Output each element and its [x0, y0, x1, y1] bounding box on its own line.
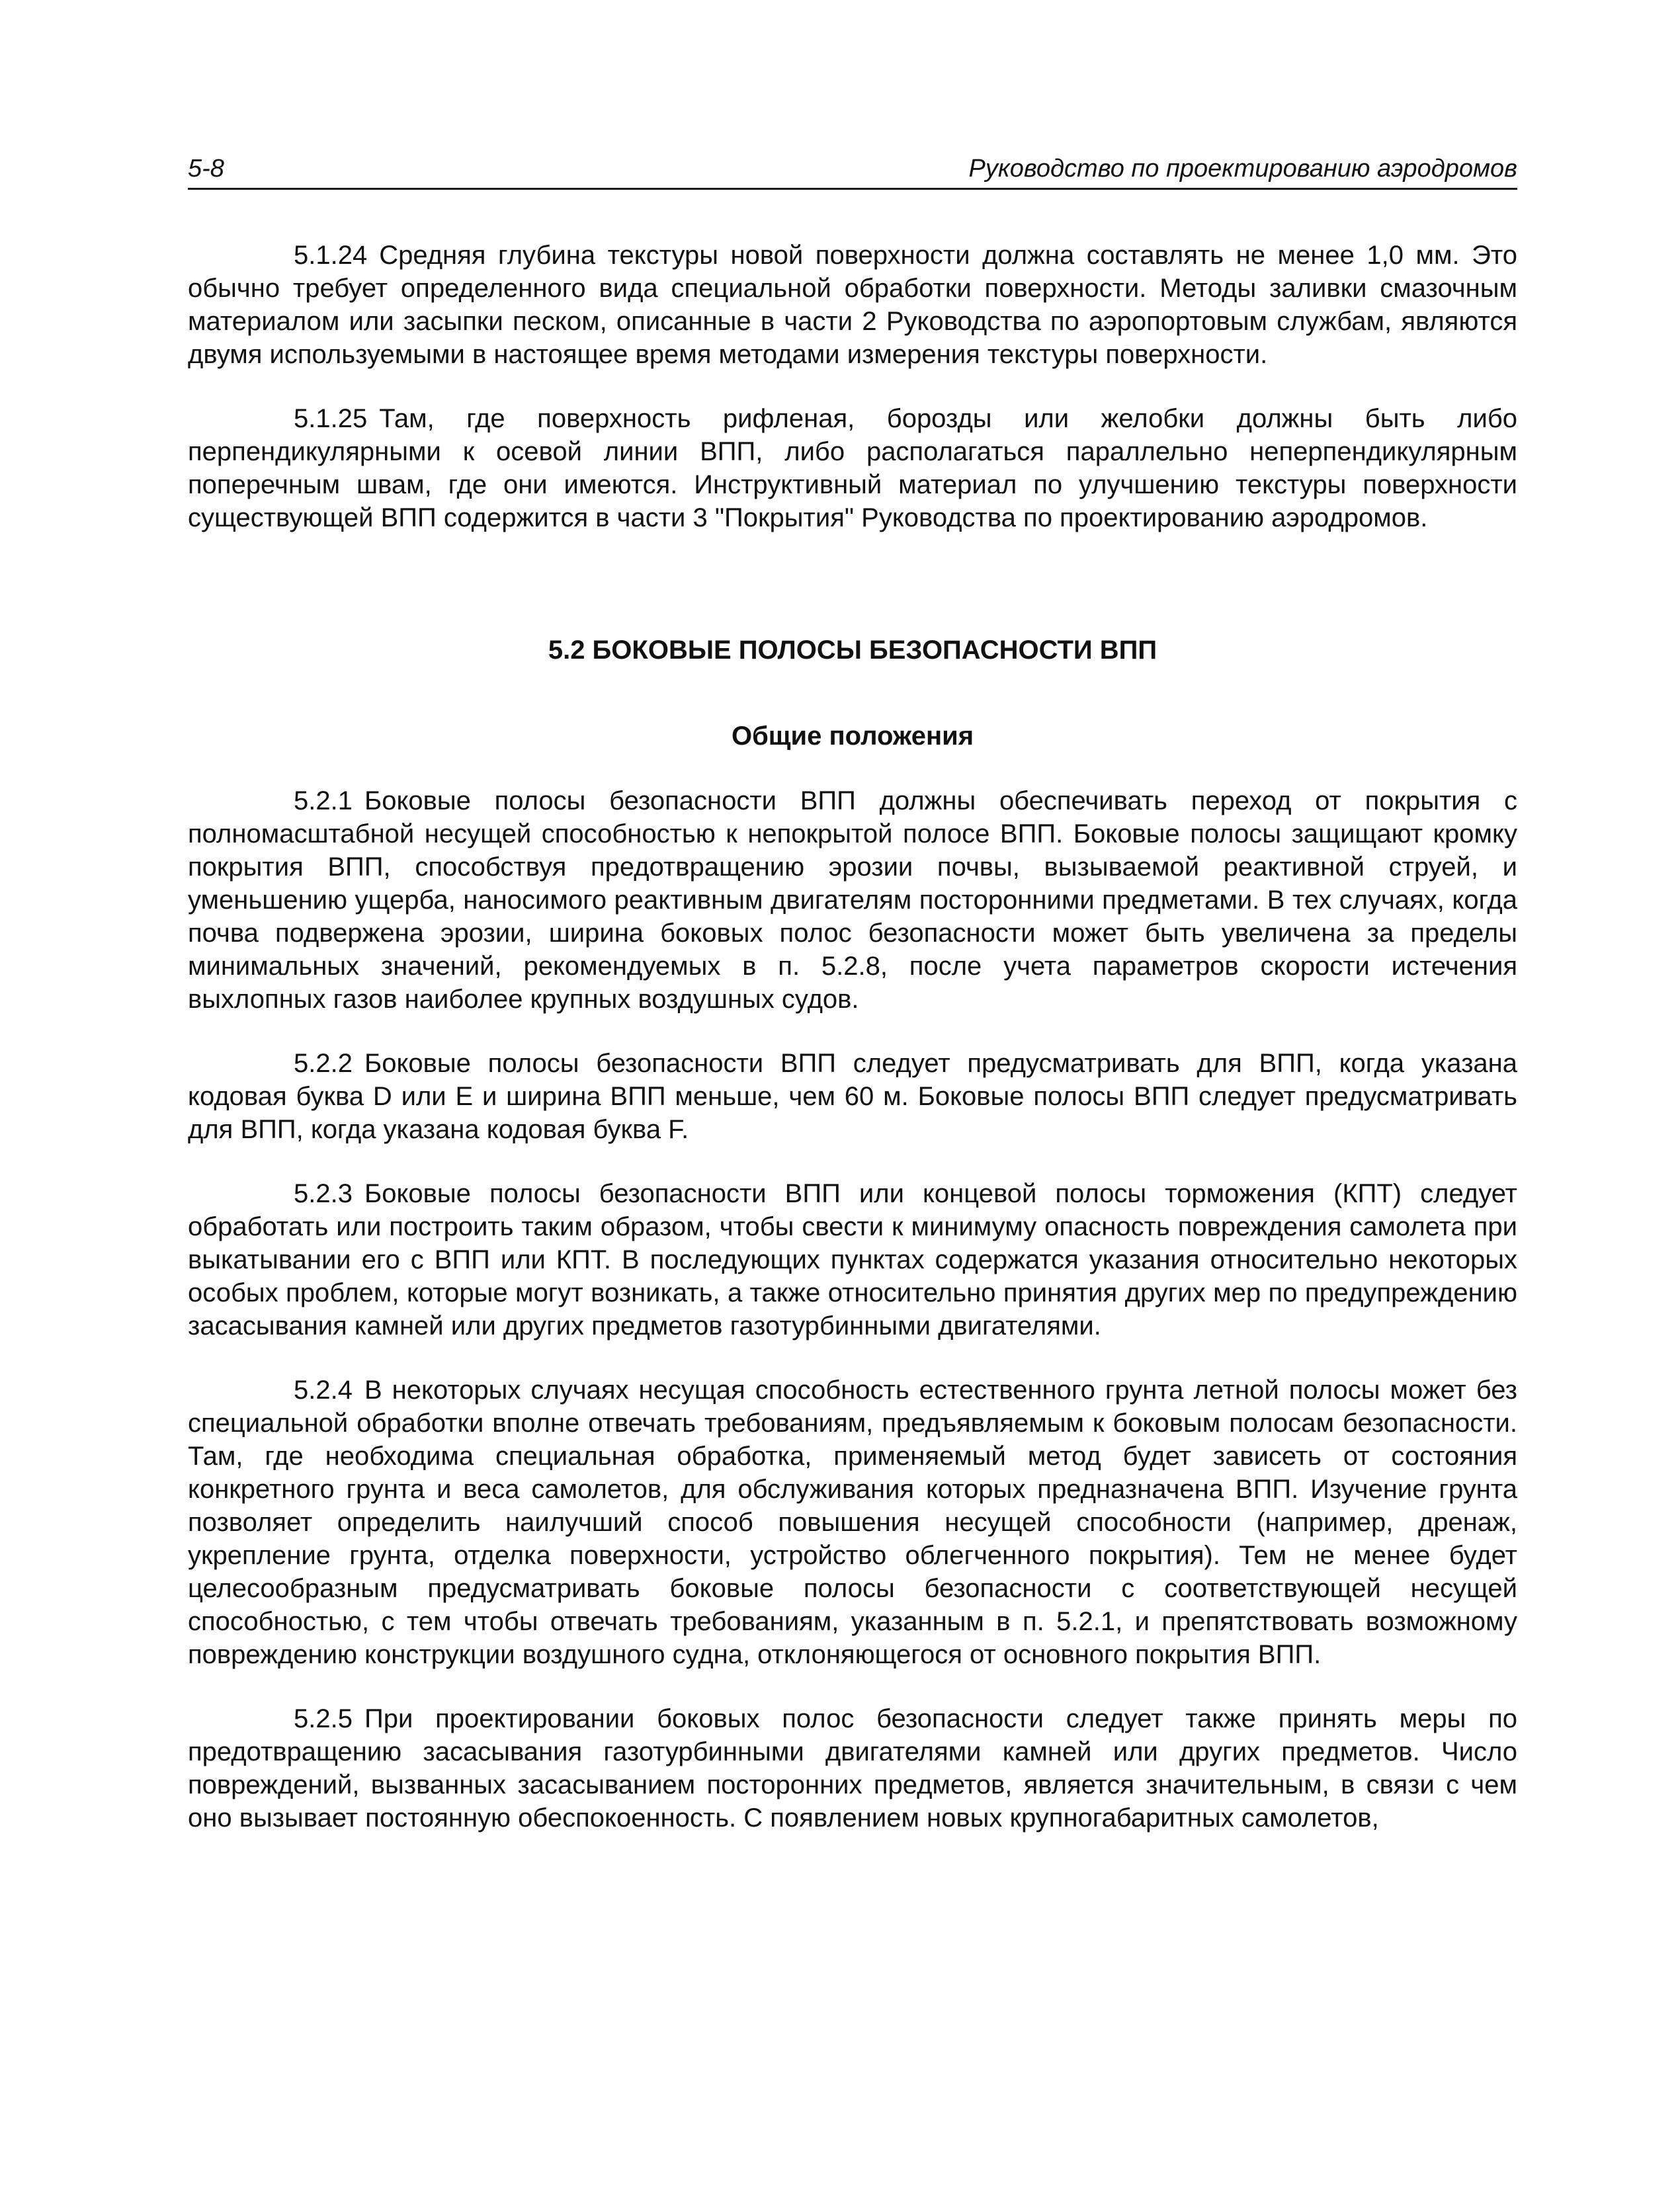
paragraph-text: Там, где поверхность рифленая, борозды или желобки должны быть либо перпендикулярными к осевой линии ВПП, либо располагаться параллельно неперпендикулярным поперечным швам, где они имеются. Инструктивный материал по улучшению текстуры поверхности существующей ВПП содержится в части 3 "Покрытия" Руководства по проектированию аэродромов. — [188, 404, 1517, 532]
paragraph-5-2-5 — [188, 1702, 1517, 1835]
paragraph-number: 5.2.4 — [294, 1376, 353, 1405]
paragraph-5-2-3 — [188, 1177, 1517, 1342]
subsection-title: Общие положения — [731, 722, 974, 751]
paragraph-text: Средняя глубина текстуры новой поверхности должна составлять не менее 1,0 мм. Это обычно требует определенного вида специальной обработки поверхности. Методы заливки смазочным материалом или засыпки песком, описанные в части 2 Руководства по аэропортовым службам, являются двумя используемыми в настоящее время методами измерения текстуры поверхности. — [188, 241, 1517, 369]
paragraph-5-2-1 — [188, 784, 1517, 1016]
paragraph-text: В некоторых случаях несущая способность естественного грунта летной полосы может без специальной обработки вполне отвечать требованиям, предъявляемым к боковым полосам безопасности. Там, где необходима специальная обработка, применяемый метод будет зависеть от состояния конкретного грунта и веса самолетов, для обслуживания которых предназначена ВПП. Изучение грунта позволяет определить наилучший способ повышения несущей способности (например, дренаж, укрепление грунта, отделка поверхности, устройство облегченного покрытия). Тем не менее будет целесообразным предусматривать боковые полосы безопасности с соответствующей несущей способностью, с тем чтобы отвечать требованиям, указанным в п. 5.2.1, и препятствовать возможному повреждению конструкции воздушного судна, отклоняющегося от основного покрытия ВПП. — [188, 1376, 1517, 1669]
document-page — [188, 147, 1517, 1866]
section-title: 5.2 БОКОВЫЕ ПОЛОСЫ БЕЗОПАСНОСТИ ВПП — [548, 636, 1157, 665]
paragraph-text: При проектировании боковых полос безопасности следует также принять меры по предотвращению засасывания газотурбинными двигателями камней или других предметов. Число повреждений, вызванных засасыванием посторонних предметов, является значительным, в связи с чем оно вызывает постоянную обеспокоенность. С появлением новых крупногабаритных самолетов, — [188, 1704, 1517, 1833]
paragraph-number: 5.2.2 — [294, 1049, 353, 1078]
paragraph-5-1-25 — [188, 402, 1517, 534]
paragraph-number: 5.2.1 — [294, 786, 353, 815]
document-body — [188, 239, 1517, 1835]
paragraph-number: 5.1.25 — [294, 404, 368, 433]
paragraph-text: Боковые полосы безопасности ВПП следует предусматривать для ВПП, когда указана кодовая буква D или E и ширина ВПП меньше, чем 60 м. Боковые полосы ВПП следует предусматривать для ВПП, когда указана кодовая буква F. — [188, 1049, 1517, 1144]
paragraph-number: 5.2.5 — [294, 1704, 353, 1733]
page-number: 5-8 — [188, 155, 224, 183]
document-title: Руководство по проектированию аэродромов — [968, 155, 1517, 183]
paragraph-text: Боковые полосы безопасности ВПП должны обеспечивать переход от покрытия с полномасштабной несущей способностью к непокрытой полосе ВПП. Боковые полосы защищают кромку покрытия ВПП, способствуя предотвращению эрозии почвы, вызываемой реактивной струей, и уменьшению ущерба, наносимого реактивным двигателям посторонними предметами. В тех случаях, когда почва подвержена эрозии, ширина боковых полос безопасности может быть увеличена за пределы минимальных значений, рекомендуемых в п. 5.2.8, после учета параметров скорости истечения выхлопных газов наиболее крупных воздушных судов. — [188, 786, 1517, 1014]
paragraph-5-1-24 — [188, 239, 1517, 371]
paragraph-number: 5.1.24 — [294, 241, 368, 270]
paragraph-number: 5.2.3 — [294, 1179, 353, 1208]
running-header — [188, 147, 1517, 190]
paragraph-5-2-2 — [188, 1047, 1517, 1146]
paragraph-5-2-4 — [188, 1374, 1517, 1671]
paragraph-text: Боковые полосы безопасности ВПП или концевой полосы торможения (КПТ) следует обработать или построить таким образом, чтобы свести к минимуму опасность повреждения самолета при выкатывании его с ВПП или КПТ. В последующих пунктах содержатся указания относительно некоторых особых проблем, которые могут возникать, а также относительно принятия других мер по предупреждению засасывания камней или других предметов газотурбинными двигателями. — [188, 1179, 1517, 1341]
